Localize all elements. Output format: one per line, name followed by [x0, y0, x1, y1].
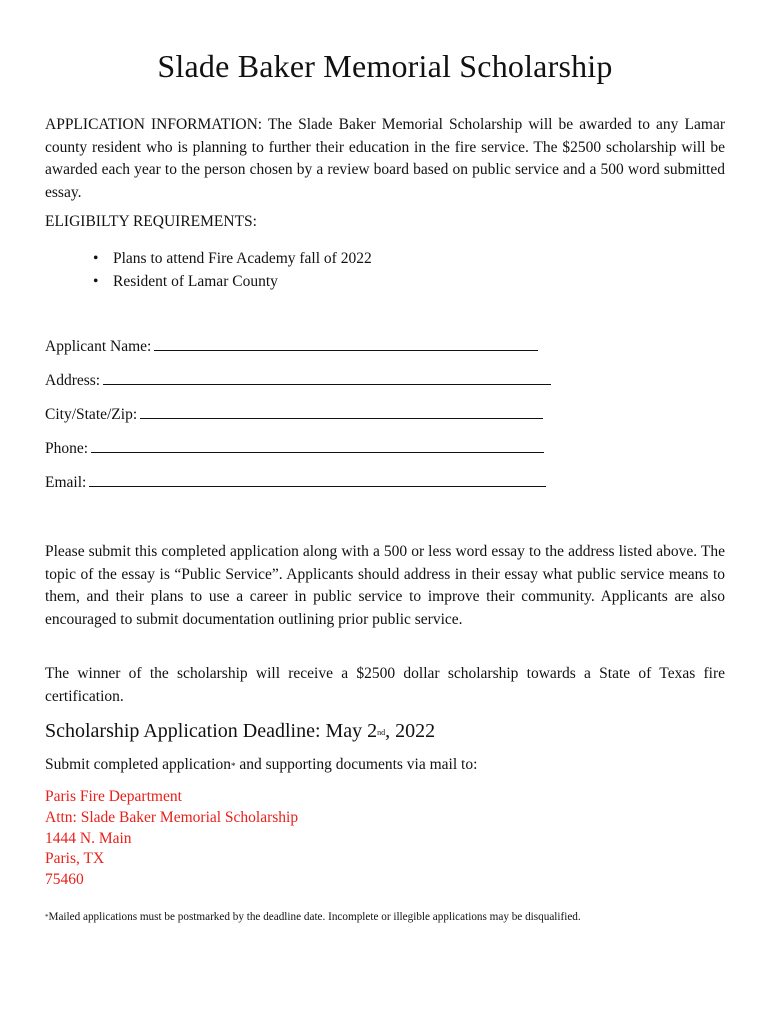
- eligibility-list: [93, 248, 372, 293]
- deadline-year: , 2022: [385, 720, 436, 742]
- email-field: [45, 472, 546, 494]
- application-info-label: APPLICATION INFORMATION:: [45, 116, 263, 133]
- eligibility-heading: ELIGIBILTY REQUIREMENTS:: [45, 213, 257, 230]
- city-state-zip-field: [45, 404, 543, 426]
- deadline-ordinal-suffix: nd: [377, 728, 386, 737]
- applicant-name-blank[interactable]: [154, 336, 538, 351]
- application-info-text: The Slade Baker Memorial Scholarship will be awarded to any Lamar county resident who is planning to further their education in the fire service. The $2500 scholarship will be awarded each year to the person chosen by a review board based on public service and a 500 word submitted essay.: [45, 116, 725, 201]
- applicant-name-field: [45, 336, 538, 358]
- email-label: Email:: [45, 474, 87, 491]
- phone-blank[interactable]: [91, 438, 544, 453]
- address-label: Address:: [45, 372, 101, 389]
- footnote: [45, 909, 581, 925]
- address-field: [45, 370, 551, 392]
- list-item: [93, 248, 372, 271]
- address-line-department: Paris Fire Department: [45, 788, 182, 805]
- winner-paragraph: The winner of the scholarship will receive a $2500 dollar scholarship towards a State of Texas fire certification.: [45, 665, 725, 705]
- address-blank[interactable]: [103, 370, 551, 385]
- email-blank[interactable]: [89, 472, 546, 487]
- address-line-attention: Attn: Slade Baker Memorial Scholarship: [45, 808, 299, 826]
- submission-instructions-paragraph: Please submit this completed application along with a 500 or less word essay to the address listed above. The topic of the essay is “Public Service”. Applicants should address in their essay what public service means to them, and their plans to use a career in public service to improve their community. Applicants are also encouraged to submit documentation outlining prior public service.: [45, 543, 725, 628]
- submit-text-a: Submit completed application: [45, 756, 231, 773]
- deadline-heading: [45, 718, 435, 744]
- footnote-asterisk: *: [230, 761, 236, 771]
- submit-text-b: and supporting documents via mail to:: [235, 756, 478, 773]
- bullet-icon: •: [93, 272, 99, 290]
- page-title: Slade Baker Memorial Scholarship: [157, 48, 613, 84]
- applicant-name-label: Applicant Name:: [45, 338, 152, 355]
- list-item: [93, 271, 372, 294]
- address-line-street: 1444 N. Main: [45, 829, 132, 847]
- bullet-icon: •: [93, 250, 99, 267]
- phone-field: [45, 438, 544, 460]
- footnote-text: Mailed applications must be postmarked by the deadline date. Incomplete or illegible applications may be disqualified.: [48, 911, 581, 923]
- mailing-address-block: [45, 787, 298, 891]
- eligibility-item-text: Resident of Lamar County: [113, 272, 278, 290]
- eligibility-item-text: Plans to attend Fire Academy fall of 2022: [113, 250, 372, 267]
- city-state-zip-blank[interactable]: [140, 404, 543, 419]
- address-line-zip: 75460: [45, 871, 84, 889]
- deadline-text: Scholarship Application Deadline: May 2: [45, 720, 378, 742]
- application-information-paragraph: [45, 114, 725, 204]
- city-state-zip-label: City/State/Zip:: [45, 406, 138, 423]
- phone-label: Phone:: [45, 440, 89, 457]
- submit-instruction-line: [45, 754, 477, 776]
- address-line-city: Paris, TX: [45, 850, 105, 868]
- footnote-marker: *: [45, 913, 49, 921]
